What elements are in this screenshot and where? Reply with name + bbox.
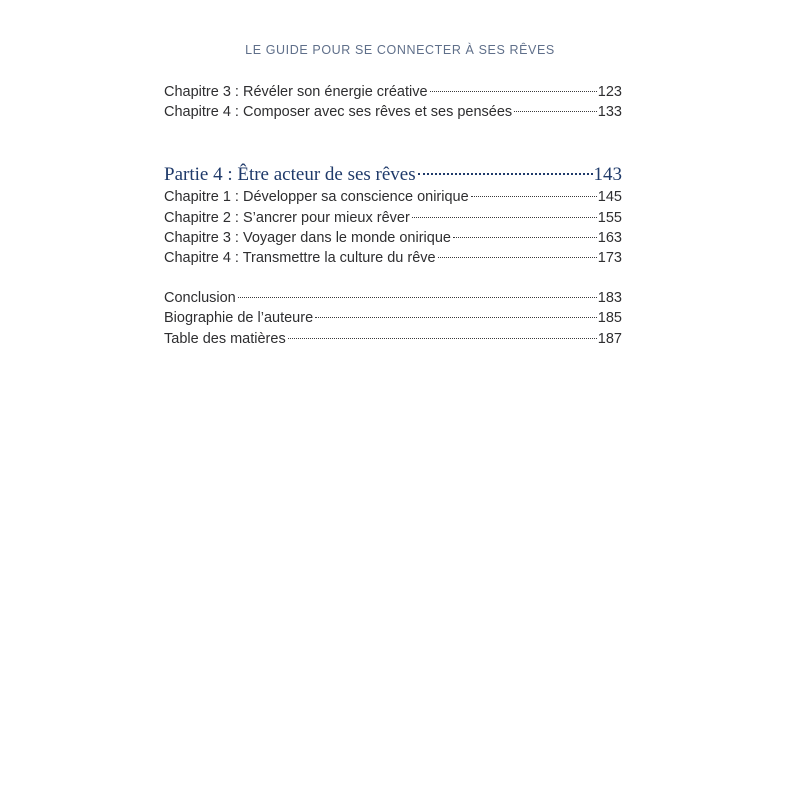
- toc-entry: [164, 102, 622, 122]
- toc-entry: [164, 308, 622, 328]
- toc-entry-label: Chapitre 4 : Transmettre la culture du rêve: [164, 249, 436, 266]
- toc-entry: [164, 228, 622, 248]
- toc-entry-page: 155: [597, 209, 622, 226]
- toc-entry-label: Chapitre 1 : Développer sa conscience onirique: [164, 189, 469, 206]
- dot-leader: [453, 237, 597, 238]
- toc-entry-label: Chapitre 4 : Composer avec ses rêves et ses pensées: [164, 104, 513, 121]
- spacer: [164, 122, 622, 163]
- toc-entry: [164, 248, 622, 268]
- toc-entry-page: 145: [597, 189, 622, 206]
- toc-entry-page: 133: [597, 104, 622, 121]
- part-heading-label: Partie 4 : Être acteur de ses rêves: [164, 164, 416, 186]
- dot-leader: [514, 111, 597, 112]
- toc-part-heading: [164, 163, 622, 187]
- dot-leader: [412, 217, 597, 218]
- dot-leader: [315, 317, 597, 318]
- toc-entry-page: 183: [597, 290, 622, 307]
- toc-entry: [164, 329, 622, 349]
- toc-entry: [164, 82, 622, 102]
- toc-entry-page: 187: [597, 330, 622, 347]
- dot-leader: [418, 173, 593, 175]
- toc-entry-page: 123: [597, 84, 622, 100]
- toc-entry-label: Chapitre 2 : S’ancrer pour mieux rêver: [164, 209, 410, 226]
- toc-entry-label: Biographie de l’auteure: [164, 310, 314, 327]
- dot-leader: [238, 297, 597, 298]
- toc-entry-page: 185: [597, 310, 622, 327]
- running-head: LE GUIDE POUR SE CONNECTER À SES RÊVES: [245, 43, 555, 57]
- toc-entry: [164, 187, 622, 207]
- dot-leader: [288, 338, 597, 339]
- toc-entry-label: Table des matières: [164, 330, 286, 347]
- dot-leader: [430, 91, 597, 92]
- dot-leader: [471, 196, 597, 197]
- table-of-contents: [164, 82, 622, 349]
- toc-entry-label: Chapitre 3 : Voyager dans le monde onirique: [164, 229, 451, 246]
- toc-entry-page: 163: [597, 229, 622, 246]
- toc-entry: [164, 208, 622, 228]
- dot-leader: [438, 257, 597, 258]
- toc-entry-label: Conclusion: [164, 290, 236, 307]
- part-heading-page: 143: [593, 164, 622, 186]
- toc-entry-label: Chapitre 3 : Révéler son énergie créative: [164, 84, 428, 100]
- toc-entry: [164, 288, 622, 308]
- spacer: [164, 268, 622, 288]
- toc-entry-page: 173: [597, 249, 622, 266]
